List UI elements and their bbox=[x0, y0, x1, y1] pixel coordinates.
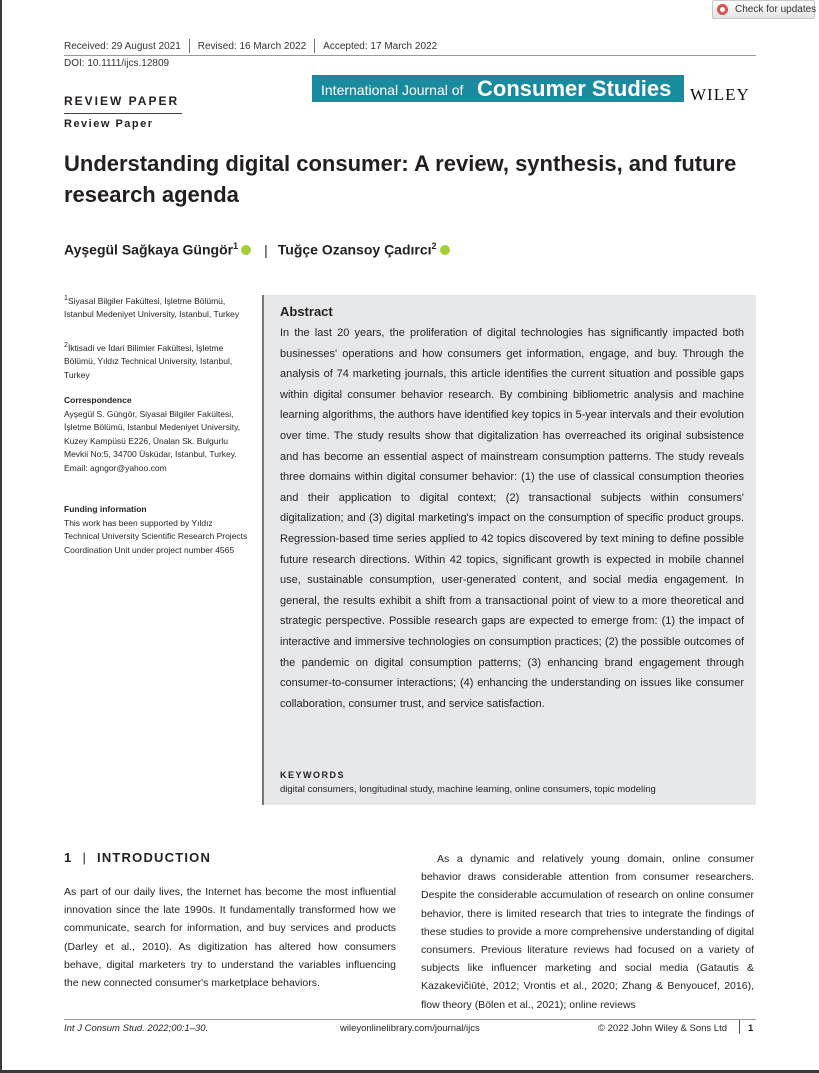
correspondence-heading: Correspondence bbox=[64, 395, 132, 405]
affiliation-text: Siyasal Bilgiler Fakültesi, İşletme Bölümü, Istanbul Medeniyet University, Istanbul, Turkey bbox=[64, 295, 240, 320]
keywords-list: digital consumers, longitudinal study, machine learning, online consumers, topic modeling bbox=[280, 784, 656, 795]
section-heading bbox=[64, 850, 211, 865]
body-column-right: As a dynamic and relatively young domain, online consumer behavior draws considerable attention from consumer researchers. Despite the considerable accumulation of research on online consumer behavior, there is limited research that tries to integrate the findings of these studies to provide a more comprehensive understanding of digital consumers. Previous literature reviews had focused on a variety of subjects like influencer marketing and social media (Gatautis & Kazakevičiūtė, 2012; Vrontis et al., 2020; Zhang & Benyoucef, 2016), flow theory (Bölen et al., 2021); online reviews bbox=[421, 853, 754, 1011]
publisher-logo: WILEY bbox=[690, 85, 750, 104]
funding-heading: Funding information bbox=[64, 504, 147, 514]
journal-name: Consumer Studies bbox=[477, 76, 672, 101]
author-affiliation-mark: 1 bbox=[233, 241, 239, 251]
section-number: 1 bbox=[64, 850, 73, 865]
article-type: REVIEW PAPER bbox=[64, 94, 180, 108]
received-date: Received: 29 August 2021 bbox=[64, 40, 181, 52]
correspondence-email[interactable]: Email: agngor@yahoo.com bbox=[64, 462, 167, 473]
section-title: INTRODUCTION bbox=[97, 850, 212, 865]
section-separator: | bbox=[82, 850, 88, 865]
page-frame-left bbox=[0, 0, 2, 1073]
author-separator: | bbox=[264, 241, 268, 258]
affiliation-mark: 2 bbox=[64, 341, 68, 349]
affiliation-mark: 1 bbox=[64, 294, 68, 302]
body-column-left: As part of our daily lives, the Internet has become the most influential innovation since the late 1990s. It fundamentally transformed how we communicate, search for information, and buy services and products (Darley et al., 2010). As digitization has altered how consumers behave, digital marketers try to understand the variables influencing the new connected consumer's marketplace behaviors. bbox=[64, 886, 396, 990]
article-subtype: Review Paper bbox=[64, 118, 154, 130]
doi[interactable]: DOI: 10.1111/ijcs.12809 bbox=[64, 58, 170, 69]
abstract-rule bbox=[262, 295, 264, 805]
correspondence-block bbox=[64, 394, 249, 475]
footer-citation: Int J Consum Stud. 2022;00:1–30. bbox=[64, 1023, 209, 1034]
page-number: 1 bbox=[748, 1023, 754, 1034]
affiliation bbox=[64, 339, 249, 382]
date-divider bbox=[314, 39, 315, 53]
check-for-updates-label: Check for updates bbox=[735, 4, 817, 15]
author-affiliation-mark: 2 bbox=[431, 241, 437, 251]
footer-copyright: © 2022 John Wiley & Sons Ltd bbox=[598, 1023, 727, 1034]
abstract-heading: Abstract bbox=[280, 304, 333, 319]
revised-date: Revised: 16 March 2022 bbox=[197, 40, 307, 52]
affiliation bbox=[64, 292, 249, 322]
journal-prefix: International Journal of bbox=[321, 82, 464, 98]
orcid-icon[interactable] bbox=[241, 245, 251, 255]
orcid-icon[interactable] bbox=[440, 245, 450, 255]
keywords-heading: KEYWORDS bbox=[280, 770, 346, 780]
author-name[interactable]: Ayşegül Sağkaya Güngör bbox=[64, 241, 234, 258]
journal-banner bbox=[312, 75, 684, 102]
footer-divider bbox=[739, 1020, 740, 1034]
funding-text: This work has been supported by Yıldız Technical University Scientific Research Projects Coordination Unit under project number 4565 bbox=[64, 517, 248, 555]
crossmark-icon bbox=[717, 4, 728, 15]
author-name[interactable]: Tuğçe Ozansoy Çadırcı bbox=[277, 241, 432, 258]
footer-rule bbox=[64, 1019, 756, 1020]
date-divider bbox=[189, 39, 190, 53]
check-for-updates-button[interactable] bbox=[712, 0, 815, 19]
author-list bbox=[64, 241, 453, 258]
correspondence-text: Ayşegül S. Güngör, Siyasal Bilgiler Fakültesi, İşletme Bölümü, Istanbul Medeniyet University, Kuzey Kampüsü E226, Ünalan Sk. Bulgurlu Mevkii No:5, 34700 Üsküdar, Istanbul, Turkey. bbox=[64, 408, 241, 459]
article-type-rule bbox=[64, 113, 182, 114]
abstract-text: In the last 20 years, the proliferation of digital technologies has significantly impacted both businesses' operations and how consumers get information, engage, and buy. Through the analysis of 74 marketing journals, this article identifies the current situation and possible gaps within digital consumer behavior research. By combining bibliometric analysis and machine learning algorithms, the authors have identified key topics in 5-year intervals and their evolution over time. The study results show that digitalization has overreached its original subsistence and has become an essential aspect of mainstream consumption patterns. The study reveals three domains within digital consumer behavior: (1) the use of classical consumption theories and their application to digital context; (2) transactional subjects within consumers' digitalization; and (3) digital marketing's impact on the consumption of specific product groups. Regression-based time series applied to 42 topics discovered by text mining to define possible future research directions. Within 42 topics, significant growth is expected in mobile channel use, sustainable consumption, user-generated content, and social media engagement. In general, the results exhibit a shift from a transactional point of view to a more theoretical and strategic perspective. Possible research gaps are expected to emerge from: (1) the impact of interactive and immersive technologies on consumption practices; (2) the possible outcomes of the pandemic on digital consumption patterns; (3) enhancing brand engagement through consumer-to-consumer interactions; (4) enhancing the understanding on issues like consumer collaboration, consumer trust, and service satisfaction. bbox=[280, 327, 744, 710]
article-title: Understanding digital consumer: A review, synthesis, and future research agenda bbox=[64, 151, 737, 207]
footer-url[interactable]: wileyonlinelibrary.com/journal/ijcs bbox=[340, 1023, 480, 1034]
article-dates bbox=[64, 39, 437, 53]
affiliation-text: İktisadi ve İdari Bilimler Fakültesi, İşletme Bölümü, Yıldız Technical University, Istanbul, Turkey bbox=[64, 342, 233, 380]
funding-block bbox=[64, 503, 249, 557]
header-rule bbox=[64, 55, 756, 56]
accepted-date: Accepted: 17 March 2022 bbox=[323, 40, 438, 52]
